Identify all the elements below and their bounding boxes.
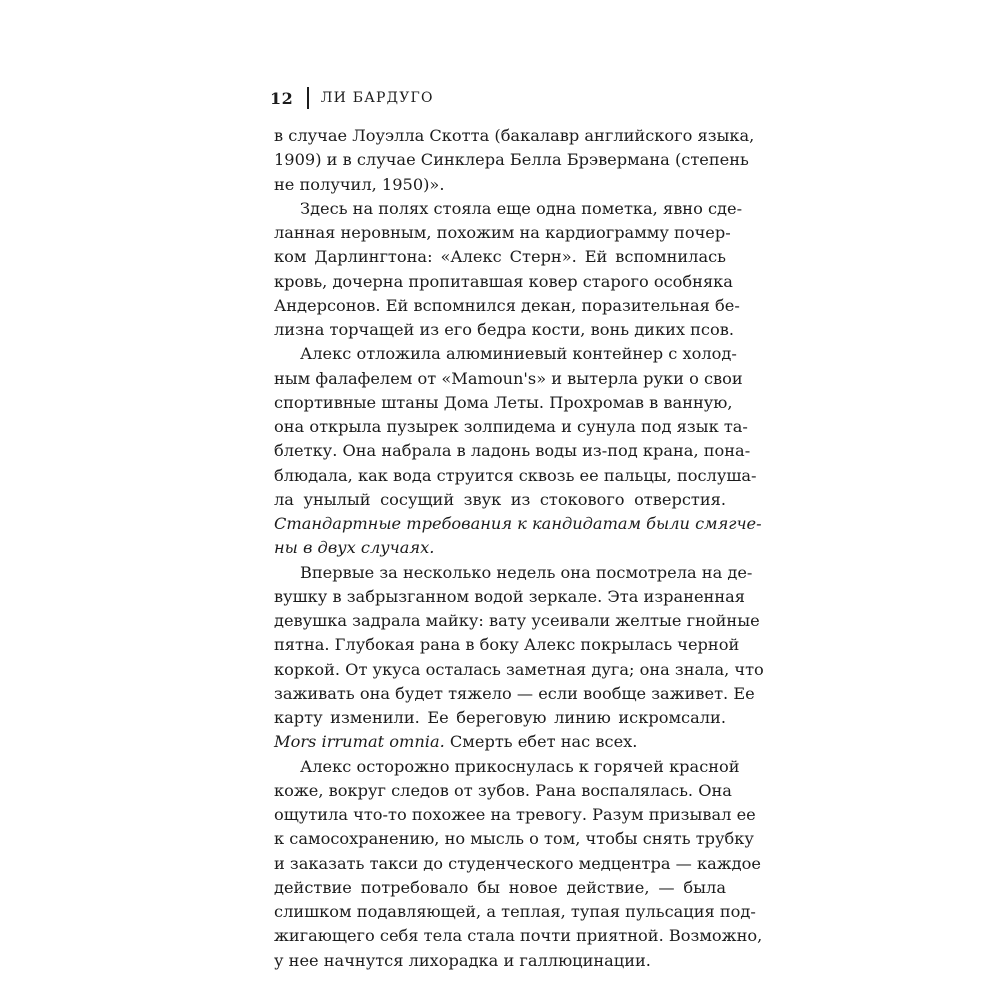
text-line: ощутила что-то похожее на тревогу. Разум призывал ее: [274, 805, 756, 824]
text-line: коже, вокруг следов от зубов. Рана воспалялась. Она: [274, 780, 732, 800]
text-line: Алекс осторожно прикоснулась к горячей красной: [300, 756, 740, 776]
text-line: кровь, дочерна пропитавшая ковер старого особняка: [274, 271, 733, 291]
text-line: не получил, 1950)».: [274, 174, 445, 194]
text-fragment: Смерть ебет нас всех.: [444, 732, 638, 752]
text-line: блюдала, как вода струится сквозь ее пальцы, послуша-: [274, 465, 757, 485]
latin-phrase: Mors irrumat omnia.: [274, 732, 445, 752]
text-line: заживать она будет тяжело — если вообще заживет. Ее: [274, 683, 755, 703]
text-line: пятна. Глубокая рана в боку Алекс покрылась черной: [274, 635, 740, 655]
text-line: девушка задрала майку: вату усеивали желтые гнойные: [274, 611, 760, 630]
text-line: спортивные штаны Дома Леты. Прохромав в ванную,: [274, 392, 733, 412]
text-line: она открыла пузырек золпидема и сунула под язык та-: [274, 417, 748, 436]
text-line: действие потребовало бы новое действие, — была: [274, 877, 726, 897]
body-text: [274, 124, 764, 973]
text-line: у нее начнутся лихорадка и галлюцинации.: [274, 950, 651, 970]
text-line: ком Дарлингтона: «Алекс Стерн». Ей вспомнилась: [274, 247, 726, 267]
text-line: в случае Лоуэлла Скотта (бакалавр английского языка,: [274, 126, 755, 145]
italic-text-line: Стандартные требования к кандидатам были смягче-: [274, 514, 762, 533]
text-line: Андерсонов. Ей вспомнился декан, поразительная бе-: [274, 295, 740, 315]
text-line: 1909) и в случае Синклера Белла Брэвермана (степень: [274, 150, 749, 170]
text-line: к самосохранению, но мысль о том, чтобы снять трубку: [274, 829, 754, 849]
text-line: лизна торчащей из его бедра кости, вонь диких псов.: [274, 320, 735, 339]
text-line: ла унылый сосущий звук из стокового отверстия.: [274, 489, 726, 509]
running-header: [270, 86, 434, 110]
text-line: слишком подавляющей, а теплая, тупая пульсация под-: [274, 902, 756, 921]
text-line: карту изменили. Ее береговую линию искромсали.: [274, 708, 726, 727]
text-line: Здесь на полях стояла еще одна пометка, явно сде-: [300, 198, 743, 218]
text-line: Алекс отложила алюминиевый контейнер с холод-: [300, 344, 737, 364]
text-line: ланная неровным, похожим на кардиограмму почер-: [274, 223, 731, 242]
header-divider: [307, 87, 309, 109]
text-line: и заказать такси до студенческого медцентра — каждое: [274, 853, 761, 873]
author-running-head: ЛИ БАРДУГО: [320, 90, 434, 106]
page-number: 12: [270, 88, 294, 108]
italic-text-line: ны в двух случаях.: [274, 538, 435, 558]
text-line: Впервые за несколько недель она посмотрела на де-: [300, 562, 753, 582]
text-line: ным фалафелем от «Mamoun's» и вытерла руки о свои: [274, 368, 743, 388]
mixed-text-line: [274, 730, 726, 754]
text-line: коркой. От укуса осталась заметная дуга; она знала, что: [274, 659, 764, 679]
text-line: вушку в забрызганном водой зеркале. Эта израненная: [274, 586, 746, 606]
text-line: блетку. Она набрала в ладонь воды из-под крана, пона-: [274, 441, 751, 461]
text-line: жигающего себя тела стала почти приятной. Возможно,: [274, 926, 763, 946]
